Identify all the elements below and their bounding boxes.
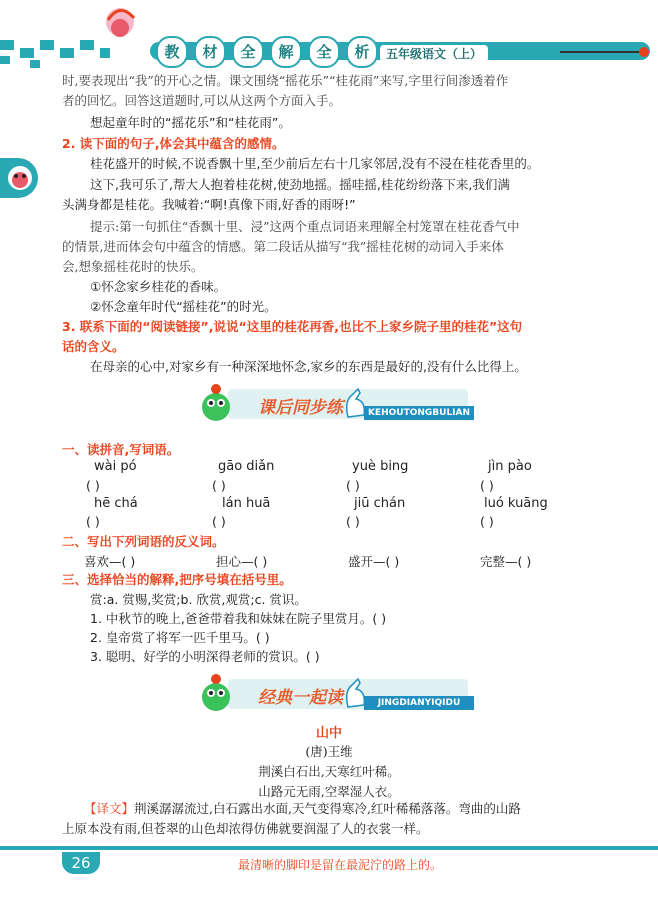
hand-pointer-icon xyxy=(342,387,368,421)
footer-motto: 最清晰的脚印是留在最泥泞的路上的。 xyxy=(238,858,443,872)
answer-blank[interactable]: ( ) xyxy=(346,478,360,493)
poem-line: 荆溪白石出,天寒红叶稀。 xyxy=(258,764,400,779)
header-title-char: 解 xyxy=(270,36,302,68)
translation-label: 【译文】 xyxy=(84,801,135,816)
exercise-3-options: 赏:a. 赏赐,奖赏;b. 欣赏,观赏;c. 赏识。 xyxy=(90,592,307,607)
question-3-heading: 话的含义。 xyxy=(62,339,125,354)
exercise-2-heading: 二、写出下列词语的反义词。 xyxy=(62,534,225,549)
answer-blank[interactable]: ( ) xyxy=(86,514,100,529)
grade-label: 五年级语文（上） xyxy=(380,45,488,62)
exercise-3-sentence[interactable]: 1. 中秋节的晚上,爸爸带着我和妹妹在院子里赏月。( ) xyxy=(90,611,387,626)
hand-pointer-icon xyxy=(342,677,368,711)
pinyin: gāo diǎn xyxy=(218,459,275,474)
mascot-icon xyxy=(4,160,36,196)
question-3-heading: 3. 联系下面的“阅读链接”,说说“这里的桂花再香,也比不上家乡院子里的桂花”这句 xyxy=(62,319,523,334)
answer-blank[interactable]: ( ) xyxy=(212,514,226,529)
antonym-item[interactable]: 盛开—( ) xyxy=(348,554,400,569)
pinyin: yuè bing xyxy=(352,459,409,474)
page-number: 26 xyxy=(62,852,100,874)
monster-mascot-icon xyxy=(196,673,238,713)
translation-text: 荆溪潺潺流过,白石露出水面,天气变得寒冷,红叶稀稀落落。弯曲的山路 xyxy=(134,801,521,816)
header-title-char: 材 xyxy=(194,36,226,68)
banner-pinyin: JINGDIANYIQIDU xyxy=(364,696,474,710)
poem-title: 山中 xyxy=(315,726,342,741)
banner-title: 课后同步练 xyxy=(258,398,343,418)
q2-paragraph: 桂花盛开的时候,不说香飘十里,至少前后左右十几家邻居,没有不浸在桂花香里的。 xyxy=(90,156,540,171)
pinyin: wài pó xyxy=(94,459,137,474)
exercise-3-heading: 三、选择恰当的解释,把序号填在括号里。 xyxy=(62,572,292,587)
banner-pinyin: KEHOUTONGBULIAN xyxy=(364,406,474,420)
answer-blank[interactable]: ( ) xyxy=(480,478,494,493)
pinyin: jìn pào xyxy=(488,459,532,474)
exercise-3-sentence[interactable]: 3. 聪明、好学的小明深得老师的赏识。( ) xyxy=(90,649,320,664)
banner-after-class-practice xyxy=(196,383,471,423)
header-title-char: 教 xyxy=(156,36,188,68)
monster-mascot-icon xyxy=(196,383,238,423)
intro-line: 者的回忆。回答这道题时,可以从这两个方面入手。 xyxy=(62,93,341,108)
exercise-3-sentence[interactable]: 2. 皇帝赏了将军一匹千里马。( ) xyxy=(90,630,270,645)
banner-title: 经典一起读 xyxy=(258,688,343,708)
answer-blank[interactable]: ( ) xyxy=(480,514,494,529)
q2-tip: 的情景,进而体会句中蕴含的情感。第二段话从描写“我”摇桂花树的动词入手来体 xyxy=(62,239,504,254)
exercise-1-heading: 一、读拼音,写词语。 xyxy=(62,442,180,457)
q2-answer: ①怀念家乡桂花的香味。 xyxy=(90,279,227,294)
header-title-char: 析 xyxy=(346,36,378,68)
pinyin: jiū chán xyxy=(354,496,406,511)
intro-answer: 想起童年时的“摇花乐”和“桂花雨”。 xyxy=(90,115,291,130)
pinyin: luó kuāng xyxy=(484,496,548,511)
pinyin: lán huā xyxy=(222,496,271,511)
q2-paragraph: 这下,我可乐了,帮大人抱着桂花树,使劲地摇。摇哇摇,桂花纷纷落下来,我们满 xyxy=(90,177,510,192)
q3-answer: 在母亲的心中,对家乡有一种深深地怀念,家乡的东西是最好的,没有什么比得上。 xyxy=(90,359,527,374)
question-2-heading: 2. 读下面的句子,体会其中蕴含的感情。 xyxy=(62,136,285,151)
pinyin: hē chá xyxy=(94,496,138,511)
answer-blank[interactable]: ( ) xyxy=(86,478,100,493)
q2-tip: 会,想象摇桂花时的快乐。 xyxy=(62,259,204,274)
banner-read-classics xyxy=(196,673,471,713)
q2-paragraph: 头满身都是桂花。我喊着:“啊!真像下雨,好香的雨呀!” xyxy=(62,197,356,212)
footer-line xyxy=(0,846,658,850)
translation-line: 上原本没有雨,但苍翠的山色却浓得仿佛就要润湿了人的衣裳一样。 xyxy=(62,821,429,836)
antonym-item[interactable]: 担心—( ) xyxy=(216,554,268,569)
answer-blank[interactable]: ( ) xyxy=(212,478,226,493)
header-title xyxy=(156,36,378,68)
header-title-char: 全 xyxy=(232,36,264,68)
header-title-char: 全 xyxy=(308,36,340,68)
answer-blank[interactable]: ( ) xyxy=(346,514,360,529)
intro-line: 时,要表现出“我”的开心之情。课文围绕“摇花乐”“桂花雨”来写,字里行间渗透着作 xyxy=(62,73,509,88)
antonym-item[interactable]: 完整—( ) xyxy=(480,554,532,569)
pencil-icon xyxy=(560,44,650,60)
q2-tip: 提示:第一句抓住“香飘十里、浸”这两个重点词语来理解全村笼罩在桂花香气中 xyxy=(90,219,520,234)
antonym-item[interactable]: 喜欢—( ) xyxy=(84,554,136,569)
q2-answer: ②怀念童年时代“摇桂花”的时光。 xyxy=(90,299,277,314)
translation-line xyxy=(84,800,521,818)
poem-author: (唐)王维 xyxy=(305,744,353,759)
poem-line: 山路元无雨,空翠湿人衣。 xyxy=(258,784,400,799)
